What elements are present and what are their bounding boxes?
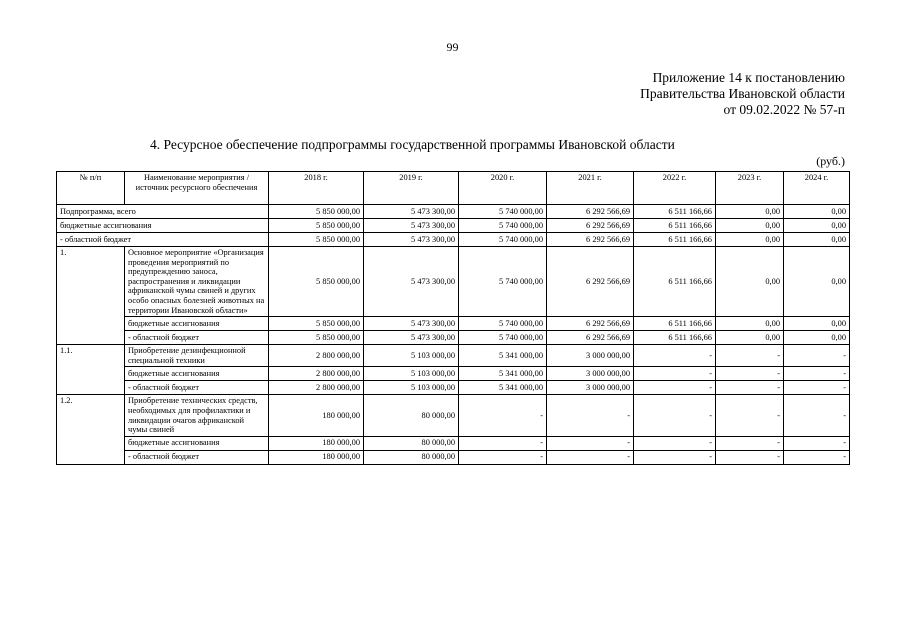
value-cell: 5 103 000,00 [364,345,459,367]
table-row [57,233,850,247]
value-cell: 0,00 [716,331,784,345]
value-cell: 5 473 300,00 [364,317,459,331]
value-cell: 5 850 000,00 [269,317,364,331]
value-cell: 6 292 566,69 [547,247,634,317]
value-cell: 5 103 000,00 [364,381,459,395]
column-header: № п/п [57,172,125,205]
value-cell: 5 740 000,00 [459,317,547,331]
value-cell: 0,00 [716,233,784,247]
value-cell: - [716,395,784,436]
row-label: бюджетные ассигнования [57,219,269,233]
value-cell: 0,00 [716,205,784,219]
value-cell: 6 292 566,69 [547,233,634,247]
value-cell: 6 511 166,66 [634,317,716,331]
value-cell: - [716,436,784,450]
column-header: 2020 г. [459,172,547,205]
table-row [57,317,850,331]
value-cell: - [634,436,716,450]
value-cell: 5 850 000,00 [269,331,364,345]
appendix-line-2: Правительства Ивановской области [640,86,845,101]
value-cell: 0,00 [716,317,784,331]
value-cell: 5 473 300,00 [364,205,459,219]
table-row [57,345,850,367]
table-row [57,219,850,233]
table-row [57,205,850,219]
table-row [57,331,850,345]
value-cell: - [784,395,850,436]
row-index: 1.1. [57,345,125,395]
value-cell: 180 000,00 [269,450,364,464]
table-row [57,381,850,395]
column-header: Наименование мероприятия / источник ресурсного обеспечения [125,172,269,205]
value-cell: - [716,345,784,367]
value-cell: - [459,436,547,450]
value-cell: 0,00 [784,205,850,219]
value-cell: - [716,381,784,395]
value-cell: 6 511 166,66 [634,205,716,219]
row-label: - областной бюджет [125,450,269,464]
value-cell: 0,00 [716,247,784,317]
value-cell: 5 850 000,00 [269,219,364,233]
row-index: 1.2. [57,395,125,464]
value-cell: - [634,381,716,395]
unit-label: (руб.) [816,154,845,168]
column-header: 2019 г. [364,172,459,205]
value-cell: - [716,450,784,464]
value-cell: 0,00 [784,247,850,317]
value-cell: - [784,345,850,367]
value-cell: 5 740 000,00 [459,219,547,233]
value-cell: - [634,450,716,464]
value-cell: 80 000,00 [364,450,459,464]
value-cell: 5 740 000,00 [459,331,547,345]
row-label: - областной бюджет [125,331,269,345]
value-cell: 5 740 000,00 [459,205,547,219]
activity-name: Приобретение технических средств, необходимых для профилактики и ликвидации очагов африканской чумы свиней [125,395,269,436]
value-cell: - [784,381,850,395]
value-cell: 180 000,00 [269,395,364,436]
value-cell: 5 740 000,00 [459,233,547,247]
table-header-row [57,172,850,205]
value-cell: 3 000 000,00 [547,367,634,381]
value-cell: - [547,436,634,450]
value-cell: 5 850 000,00 [269,205,364,219]
column-header: 2018 г. [269,172,364,205]
value-cell: 0,00 [784,219,850,233]
row-label: бюджетные ассигнования [125,367,269,381]
value-cell: 5 740 000,00 [459,247,547,317]
resource-table [56,171,850,465]
value-cell: 5 473 300,00 [364,247,459,317]
value-cell: 0,00 [716,219,784,233]
value-cell: - [716,367,784,381]
value-cell: - [784,436,850,450]
value-cell: - [784,367,850,381]
value-cell: - [634,367,716,381]
value-cell: - [459,395,547,436]
value-cell: - [459,450,547,464]
appendix-line-1: Приложение 14 к постановлению [652,70,845,85]
activity-name: Основное мероприятие «Организация проведения мероприятий по предупреждению заноса, распространения и ликвидации африканской чумы свиней и других особо опасных болезней животных на территории Ивановской области» [125,247,269,317]
value-cell: 80 000,00 [364,395,459,436]
appendix-note [640,70,845,118]
value-cell: 6 292 566,69 [547,317,634,331]
value-cell: 3 000 000,00 [547,345,634,367]
row-label: бюджетные ассигнования [125,436,269,450]
row-label: - областной бюджет [57,233,269,247]
value-cell: 5 341 000,00 [459,345,547,367]
row-index: 1. [57,247,125,345]
value-cell: 6 511 166,66 [634,219,716,233]
value-cell: 2 800 000,00 [269,381,364,395]
value-cell: - [547,450,634,464]
table-row [57,367,850,381]
row-label: Подпрограмма, всего [57,205,269,219]
table-row [57,436,850,450]
value-cell: 80 000,00 [364,436,459,450]
document-title: 4. Ресурсное обеспечение подпрограммы государственной программы Ивановской области [150,137,675,152]
value-cell: 5 473 300,00 [364,219,459,233]
table-row [57,395,850,436]
value-cell: 2 800 000,00 [269,367,364,381]
value-cell: 3 000 000,00 [547,381,634,395]
value-cell: 6 292 566,69 [547,205,634,219]
value-cell: 5 850 000,00 [269,233,364,247]
activity-name: Приобретение дезинфекционной специальной техники [125,345,269,367]
value-cell: 6 511 166,66 [634,331,716,345]
value-cell: 0,00 [784,233,850,247]
value-cell: 2 800 000,00 [269,345,364,367]
row-label: - областной бюджет [125,381,269,395]
appendix-line-3: от 09.02.2022 № 57-п [723,102,845,117]
value-cell: 5 341 000,00 [459,381,547,395]
value-cell: 6 511 166,66 [634,233,716,247]
page-number: 99 [446,40,459,54]
value-cell: 0,00 [784,317,850,331]
value-cell: 5 341 000,00 [459,367,547,381]
column-header: 2021 г. [547,172,634,205]
value-cell: 6 292 566,69 [547,331,634,345]
value-cell: 6 292 566,69 [547,219,634,233]
table-row [57,450,850,464]
value-cell: 6 511 166,66 [634,247,716,317]
value-cell: - [547,395,634,436]
value-cell: 5 850 000,00 [269,247,364,317]
column-header: 2024 г. [784,172,850,205]
table-row [57,247,850,317]
column-header: 2022 г. [634,172,716,205]
value-cell: 0,00 [784,331,850,345]
value-cell: 5 473 300,00 [364,233,459,247]
value-cell: 5 103 000,00 [364,367,459,381]
column-header: 2023 г. [716,172,784,205]
row-label: бюджетные ассигнования [125,317,269,331]
value-cell: - [784,450,850,464]
value-cell: - [634,395,716,436]
value-cell: - [634,345,716,367]
value-cell: 180 000,00 [269,436,364,450]
value-cell: 5 473 300,00 [364,331,459,345]
